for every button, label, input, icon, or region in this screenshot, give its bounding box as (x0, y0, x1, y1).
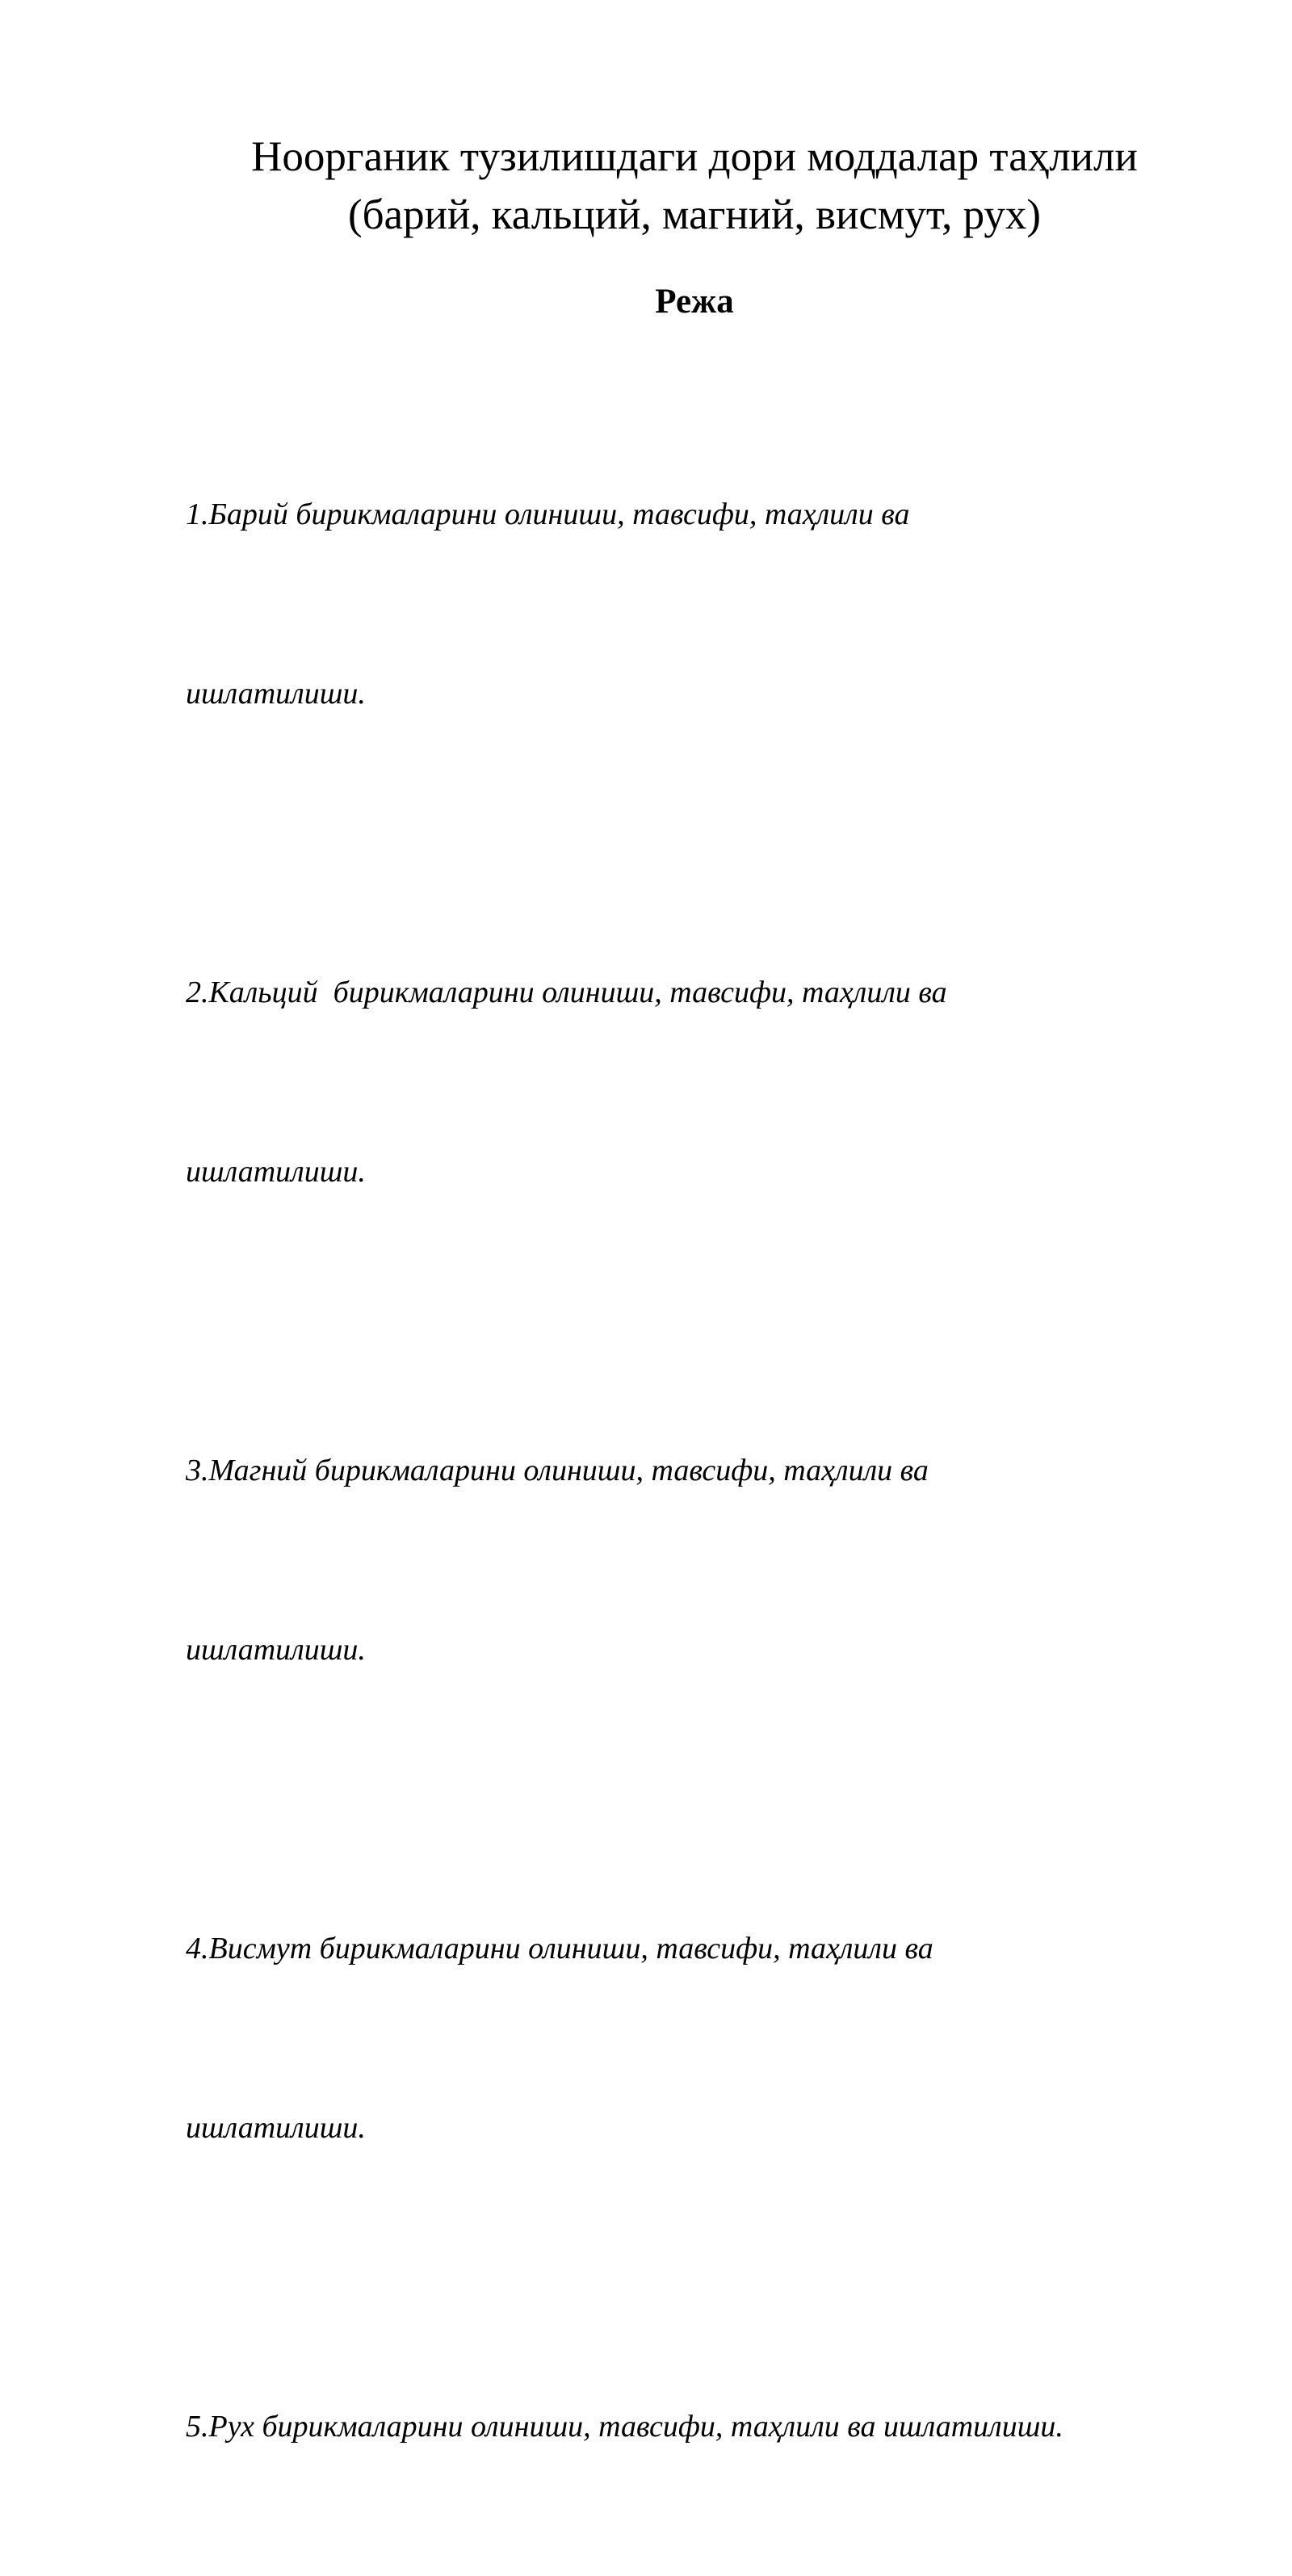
plan-item-text: ишлатилиши. (186, 1633, 366, 1667)
plan-item (186, 365, 1235, 843)
plan-item-text: ишлатилиши. (186, 1155, 366, 1189)
plan-item-text: 1.Барий бирикмаларини олиниши, тавсифи, таҳлили ва (186, 497, 910, 531)
plan-item-text: 3.Магний бирикмаларини олиниши, тавсифи, таҳлили ва (186, 1454, 929, 1487)
plan-item-text: ишлатилиши. (186, 2111, 366, 2145)
plan-item (186, 843, 1235, 1321)
plan-item (186, 1799, 1235, 2277)
plan-list (186, 365, 1235, 2576)
document-title-line: (барий, кальций, магний, висмут, рух) (347, 191, 1042, 238)
plan-item-text: ишлатилиши. (186, 677, 366, 711)
document-title-line: Ноорганик тузилишдаги дори моддалар таҳлили (251, 133, 1138, 180)
plan-item-text: 5.Рух бирикмаларини олиниши, тавсифи, таҳлили ва ишлатилиши. (186, 2410, 1063, 2444)
plan-heading: Режа (655, 283, 734, 321)
plan-item-text: 4.Висмут бирикмаларини олиниши, тавсифи, таҳлили ва (186, 1932, 933, 1966)
document-title (186, 128, 1203, 244)
plan-item (186, 1321, 1235, 1799)
plan-item-text: 2.Кальций бирикмаларини олиниши, тавсифи, таҳлили ва (186, 975, 947, 1009)
plan-item (186, 2277, 1235, 2576)
